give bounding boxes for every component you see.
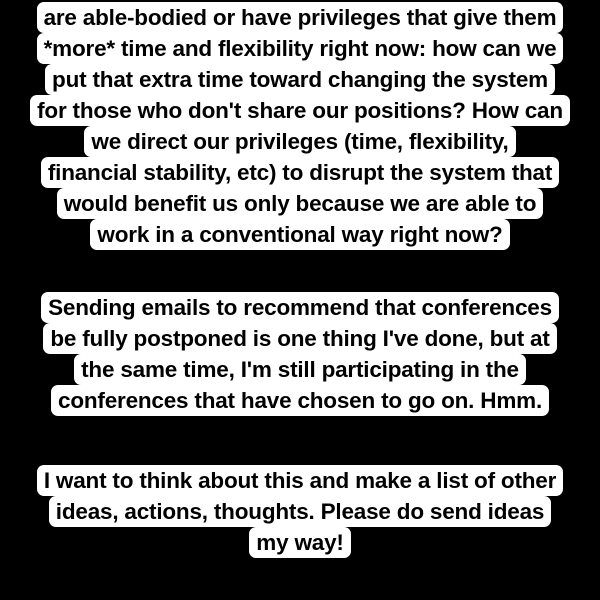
text-line: Sending emails to recommend that conferences xyxy=(41,292,559,323)
text-paragraph xyxy=(0,292,600,416)
text-line: we direct our privileges (time, flexibility, xyxy=(84,126,515,157)
text-line: be fully postponed is one thing I've done, but at xyxy=(43,323,556,354)
text-paragraph xyxy=(0,2,600,250)
text-paragraph xyxy=(0,465,600,558)
text-line: *more* time and flexibility right now: how can we xyxy=(37,33,564,64)
text-line: the same time, I'm still participating in the xyxy=(74,354,526,385)
text-line: ideas, actions, thoughts. Please do send ideas xyxy=(49,496,551,527)
text-line: are able-bodied or have privileges that give them xyxy=(37,2,564,33)
text-line: I want to think about this and make a list of other xyxy=(37,465,563,496)
text-line: conferences that have chosen to go on. Hmm. xyxy=(51,385,549,416)
text-line: for those who don't share our positions? How can xyxy=(30,95,570,126)
text-line: would benefit us only because we are able to xyxy=(57,188,544,219)
text-line: financial stability, etc) to disrupt the system that xyxy=(41,157,559,188)
text-line: my way! xyxy=(249,527,350,558)
text-line: put that extra time toward changing the system xyxy=(45,64,555,95)
text-line: work in a conventional way right now? xyxy=(90,219,509,250)
